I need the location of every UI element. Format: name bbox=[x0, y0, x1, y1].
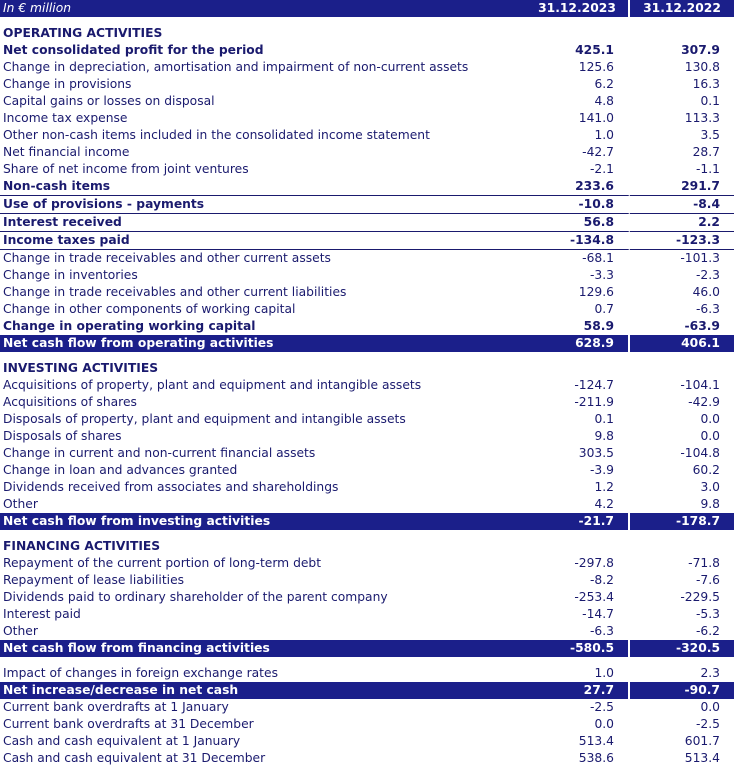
row-label: Current bank overdrafts at 1 January bbox=[3, 700, 229, 714]
value-2022: -7.6 bbox=[696, 573, 720, 587]
value-2023: 628.9 bbox=[526, 335, 630, 352]
value-2023: -21.7 bbox=[526, 513, 630, 530]
value-2023: 56.8 bbox=[526, 213, 630, 231]
table-row bbox=[0, 750, 734, 767]
value-2023: 58.9 bbox=[526, 318, 630, 335]
spacer-row bbox=[0, 352, 734, 360]
spacer-row bbox=[0, 530, 734, 538]
value-2023: -297.8 bbox=[526, 555, 630, 572]
value-2023: -134.8 bbox=[526, 231, 630, 249]
row-label: Other bbox=[3, 497, 38, 511]
section-heading: FINANCING ACTIVITIES bbox=[3, 539, 161, 553]
value-2022 bbox=[630, 360, 734, 377]
value-2022: 0.0 bbox=[700, 700, 720, 714]
value-2023: 4.2 bbox=[526, 496, 630, 513]
value-2023: 1.2 bbox=[526, 479, 630, 496]
value-2023: 513.4 bbox=[526, 733, 630, 750]
value-2023: -2.1 bbox=[526, 161, 630, 178]
table-row bbox=[0, 555, 734, 572]
value-2023: 425.1 bbox=[526, 42, 630, 59]
value-2022: 3.0 bbox=[700, 480, 720, 494]
value-2022 bbox=[630, 25, 734, 42]
table-row bbox=[0, 318, 734, 335]
value-2023: -68.1 bbox=[526, 249, 630, 267]
value-2022: 513.4 bbox=[684, 751, 720, 765]
section-heading-row bbox=[0, 538, 734, 555]
value-2023: 0.0 bbox=[526, 716, 630, 733]
value-2022 bbox=[630, 538, 734, 555]
row-label: Other non-cash items included in the consolidated income statement bbox=[3, 128, 430, 142]
value-2022: -320.5 bbox=[630, 640, 734, 657]
row-label: Net consolidated profit for the period bbox=[3, 43, 264, 57]
value-2022: 0.0 bbox=[700, 412, 720, 426]
value-2022: 9.8 bbox=[700, 497, 720, 511]
value-2022: 28.7 bbox=[692, 145, 720, 159]
table-row bbox=[0, 249, 734, 267]
value-2022: 2.2 bbox=[630, 213, 734, 231]
value-2022: -104.1 bbox=[680, 378, 720, 392]
row-label: Dividends received from associates and shareholdings bbox=[3, 480, 339, 494]
value-2023: 538.6 bbox=[526, 750, 630, 767]
table-row bbox=[0, 213, 734, 231]
value-2023: -10.8 bbox=[526, 195, 630, 213]
value-2022: 3.5 bbox=[700, 128, 720, 142]
spacer-cell bbox=[0, 352, 734, 360]
unit-label: In € million bbox=[0, 0, 526, 17]
value-2023: -3.9 bbox=[526, 462, 630, 479]
row-label: Impact of changes in foreign exchange rates bbox=[3, 666, 278, 680]
table-row bbox=[0, 59, 734, 76]
table-row bbox=[0, 665, 734, 682]
total-row bbox=[0, 640, 734, 657]
row-label: Use of provisions - payments bbox=[0, 195, 526, 213]
value-2022: 291.7 bbox=[681, 179, 720, 193]
value-2023: -3.3 bbox=[526, 267, 630, 284]
value-2023: -211.9 bbox=[526, 394, 630, 411]
value-2022: 0.0 bbox=[700, 429, 720, 443]
value-2022: 46.0 bbox=[692, 285, 720, 299]
value-2022: 16.3 bbox=[692, 77, 720, 91]
value-2022: -71.8 bbox=[688, 556, 720, 570]
value-2022: -42.9 bbox=[688, 395, 720, 409]
row-label: Change in operating working capital bbox=[3, 319, 256, 333]
value-2022: -123.3 bbox=[630, 231, 734, 249]
value-2023 bbox=[526, 538, 630, 555]
total-row bbox=[0, 513, 734, 530]
section-heading: OPERATING ACTIVITIES bbox=[3, 26, 163, 40]
value-2023: -8.2 bbox=[526, 572, 630, 589]
row-label: Interest paid bbox=[3, 607, 81, 621]
row-label: Change in trade receivables and other current liabilities bbox=[3, 285, 347, 299]
table-row bbox=[0, 411, 734, 428]
table-row bbox=[0, 479, 734, 496]
value-2023: 27.7 bbox=[526, 682, 630, 699]
row-label: Current bank overdrafts at 31 December bbox=[3, 717, 254, 731]
value-2022: 130.8 bbox=[684, 60, 720, 74]
value-2023: -2.5 bbox=[526, 699, 630, 716]
value-2023: -253.4 bbox=[526, 589, 630, 606]
value-2022: -1.1 bbox=[696, 162, 720, 176]
row-label: Net cash flow from financing activities bbox=[0, 640, 526, 657]
value-2022: -6.3 bbox=[696, 302, 720, 316]
table-row bbox=[0, 623, 734, 640]
table-row bbox=[0, 267, 734, 284]
row-label: Disposals of shares bbox=[3, 429, 122, 443]
table-row bbox=[0, 462, 734, 479]
row-label: Net increase/decrease in net cash bbox=[0, 682, 526, 699]
value-2022: -8.4 bbox=[630, 195, 734, 213]
column-header-2023: 31.12.2023 bbox=[526, 0, 630, 17]
row-label: Net financial income bbox=[3, 145, 130, 159]
value-2023: 233.6 bbox=[526, 178, 630, 195]
value-2023: 1.0 bbox=[526, 127, 630, 144]
row-label: Capital gains or losses on disposal bbox=[3, 94, 215, 108]
table-row bbox=[0, 231, 734, 249]
column-header-2022: 31.12.2022 bbox=[630, 0, 734, 17]
table-row bbox=[0, 445, 734, 462]
total-row bbox=[0, 682, 734, 699]
table-row bbox=[0, 589, 734, 606]
value-2022: 307.9 bbox=[681, 43, 720, 57]
row-label: Change in inventories bbox=[3, 268, 138, 282]
value-2022: -229.5 bbox=[680, 590, 720, 604]
row-label: Other bbox=[3, 624, 38, 638]
table-row bbox=[0, 195, 734, 213]
table-row bbox=[0, 178, 734, 195]
value-2023: 9.8 bbox=[526, 428, 630, 445]
table-body bbox=[0, 17, 734, 767]
row-label: Income tax expense bbox=[3, 111, 128, 125]
spacer-row bbox=[0, 657, 734, 665]
value-2023: -580.5 bbox=[526, 640, 630, 657]
row-label: Repayment of lease liabilities bbox=[3, 573, 185, 587]
table-row bbox=[0, 572, 734, 589]
value-2022: -90.7 bbox=[630, 682, 734, 699]
value-2022: 601.7 bbox=[684, 734, 720, 748]
value-2022: -104.8 bbox=[680, 446, 720, 460]
row-label: Change in depreciation, amortisation and impairment of non-current assets bbox=[3, 60, 469, 74]
table-row bbox=[0, 733, 734, 750]
spacer-row bbox=[0, 17, 734, 25]
row-label: Acquisitions of property, plant and equipment and intangible assets bbox=[3, 378, 422, 392]
table-row bbox=[0, 42, 734, 59]
value-2022: 113.3 bbox=[684, 111, 720, 125]
row-label: Share of net income from joint ventures bbox=[3, 162, 249, 176]
row-label: Change in provisions bbox=[3, 77, 132, 91]
row-label: Acquisitions of shares bbox=[3, 395, 137, 409]
value-2023 bbox=[526, 360, 630, 377]
value-2022: -5.3 bbox=[696, 607, 720, 621]
value-2022: -178.7 bbox=[630, 513, 734, 530]
section-heading-row bbox=[0, 25, 734, 42]
value-2022: -63.9 bbox=[684, 319, 720, 333]
value-2023: 4.8 bbox=[526, 93, 630, 110]
value-2023: 125.6 bbox=[526, 59, 630, 76]
value-2022: 60.2 bbox=[692, 463, 720, 477]
value-2022: 406.1 bbox=[630, 335, 734, 352]
row-label: Non-cash items bbox=[3, 179, 111, 193]
table-row bbox=[0, 301, 734, 318]
value-2022: -2.3 bbox=[696, 268, 720, 282]
spacer-cell bbox=[0, 530, 734, 538]
value-2022: -6.2 bbox=[696, 624, 720, 638]
table-row bbox=[0, 496, 734, 513]
value-2023: -14.7 bbox=[526, 606, 630, 623]
row-label: Cash and cash equivalent at 31 December bbox=[3, 751, 266, 765]
value-2023 bbox=[526, 25, 630, 42]
row-label: Net cash flow from investing activities bbox=[0, 513, 526, 530]
section-heading: INVESTING ACTIVITIES bbox=[3, 361, 159, 375]
spacer-cell bbox=[0, 17, 734, 25]
value-2023: 0.7 bbox=[526, 301, 630, 318]
row-label: Income taxes paid bbox=[0, 231, 526, 249]
value-2023: 129.6 bbox=[526, 284, 630, 301]
row-label: Cash and cash equivalent at 1 January bbox=[3, 734, 241, 748]
value-2022: 0.1 bbox=[700, 94, 720, 108]
row-label: Change in current and non-current financial assets bbox=[3, 446, 316, 460]
row-label: Change in other components of working capital bbox=[3, 302, 296, 316]
value-2023: -124.7 bbox=[526, 377, 630, 394]
value-2023: -6.3 bbox=[526, 623, 630, 640]
value-2023: -42.7 bbox=[526, 144, 630, 161]
table-row bbox=[0, 127, 734, 144]
table-row bbox=[0, 76, 734, 93]
value-2023: 6.2 bbox=[526, 76, 630, 93]
table-row bbox=[0, 284, 734, 301]
table-row bbox=[0, 377, 734, 394]
table-row bbox=[0, 428, 734, 445]
row-label: Disposals of property, plant and equipment and intangible assets bbox=[3, 412, 406, 426]
value-2023: 303.5 bbox=[526, 445, 630, 462]
row-label: Change in trade receivables and other current assets bbox=[0, 249, 526, 267]
table-row bbox=[0, 110, 734, 127]
row-label: Dividends paid to ordinary shareholder of the parent company bbox=[3, 590, 388, 604]
table-row bbox=[0, 161, 734, 178]
value-2023: 1.0 bbox=[526, 665, 630, 682]
value-2022: 2.3 bbox=[700, 666, 720, 680]
table-row bbox=[0, 699, 734, 716]
row-label: Interest received bbox=[0, 213, 526, 231]
table-row bbox=[0, 606, 734, 623]
table-row bbox=[0, 93, 734, 110]
value-2022: -101.3 bbox=[630, 249, 734, 267]
table-row bbox=[0, 716, 734, 733]
row-label: Net cash flow from operating activities bbox=[0, 335, 526, 352]
total-row bbox=[0, 335, 734, 352]
section-heading-row bbox=[0, 360, 734, 377]
table-row bbox=[0, 394, 734, 411]
value-2023: 0.1 bbox=[526, 411, 630, 428]
value-2022: -2.5 bbox=[696, 717, 720, 731]
table-header bbox=[0, 0, 734, 17]
row-label: Change in loan and advances granted bbox=[3, 463, 238, 477]
row-label: Repayment of the current portion of long-term debt bbox=[3, 556, 322, 570]
spacer-cell bbox=[0, 657, 734, 665]
table-row bbox=[0, 144, 734, 161]
value-2023: 141.0 bbox=[526, 110, 630, 127]
